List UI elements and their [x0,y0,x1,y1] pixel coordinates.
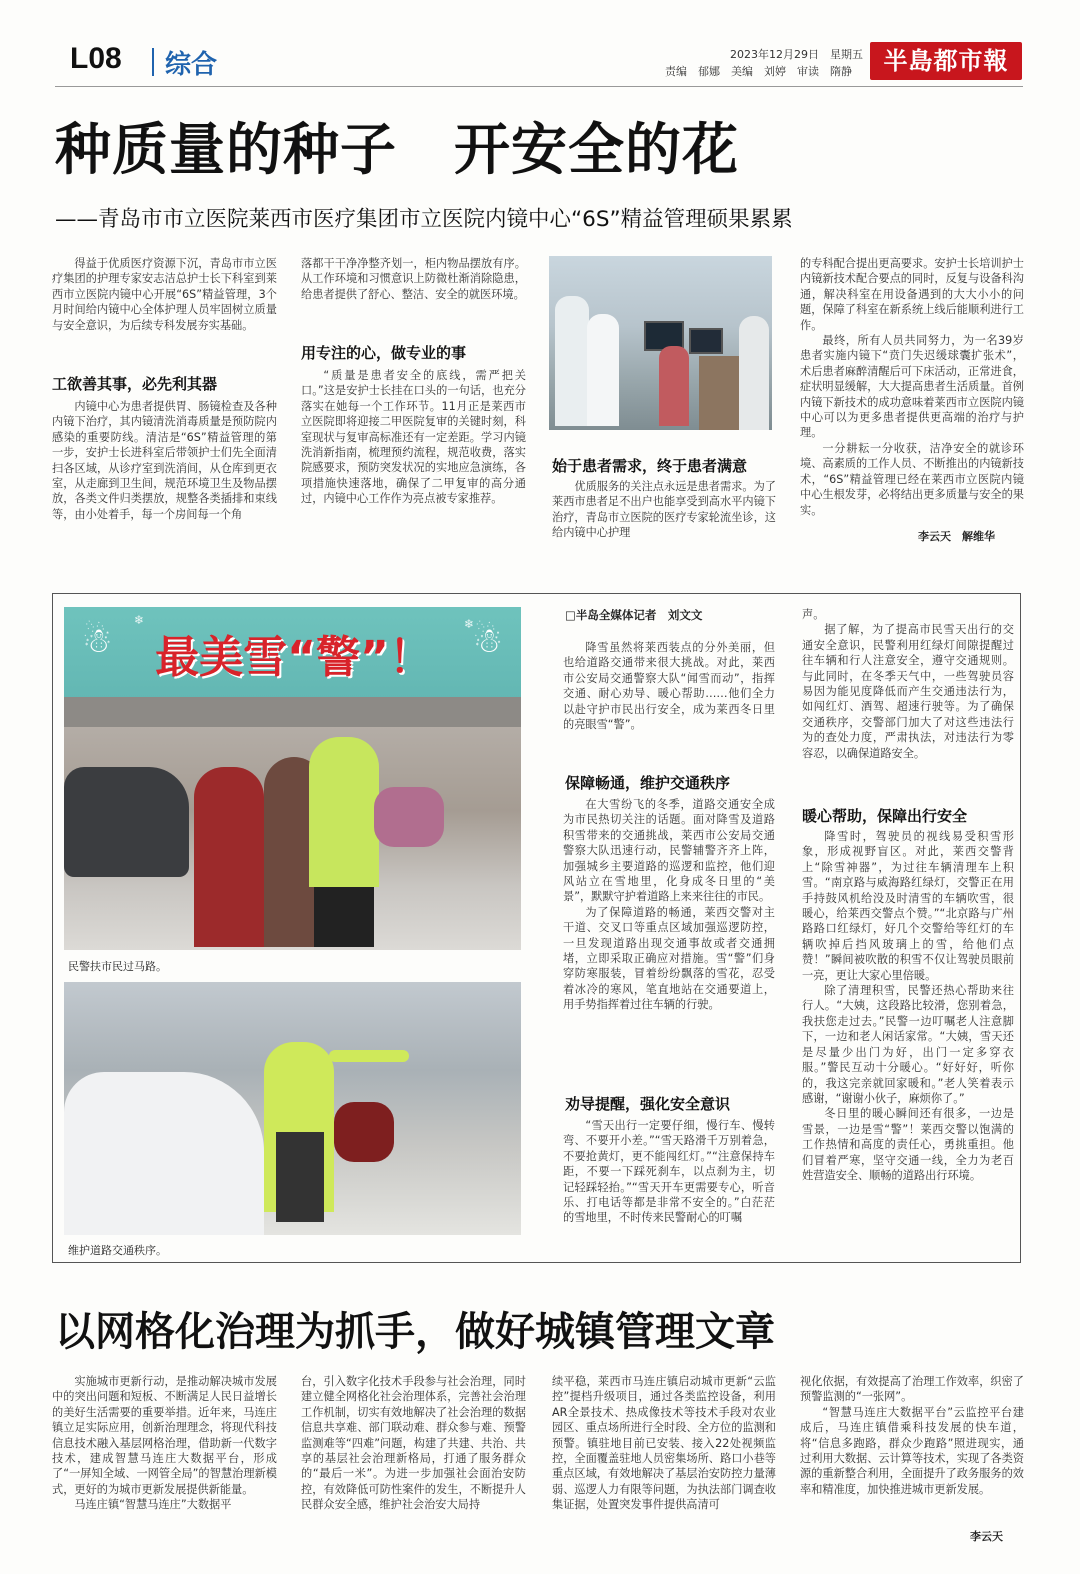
header-rule [55,86,1023,87]
article2-subhead-1: 保障畅通，维护交通秩序 [565,774,731,792]
article3-author: 李云天 [970,1530,1003,1543]
article1-subhead-3: 始于患者需求，终于患者满意 [552,457,748,475]
article1-paragraph: 内镜中心为患者提供胃、肠镜检查及各种内镜下治疗，其内镜清洗消毒质量是预防院内感染的重要防线。清洁是“6S”精益管理的第一步，安护士长进科室后带领护士们先全面清扫各区域，从诊疗室到洗消间，从仓库到更衣室，从走廊到卫生间，规范环境卫生及物品摆放，各类文件归类摆放，规整各类插排和束线等，由小处着手，每一个房间每一个角 [52,400,277,521]
article2-paragraph: “雪天出行一定要仔细，慢行车、慢转弯、不要开小差。”“雪天路滑千万别着急，不要抢黄灯，更不能闯红灯。”“注意保持车距，不要一下踩死刹车，以点刹为主，切记轻踩轻抬。”“雪天开车更需要专心，听音乐、打电话等都是非常不安全的。”白茫茫的雪地里，不时传来民警耐心的叮嘱 [563,1119,775,1225]
article1-paragraph: 最终，所有人员共同努力，为一名39岁患者实施内镜下“贲门失迟缓球囊扩张术”，术后患者麻醉清醒后可下床活动，正常进食，症状明显缓解，大大提高患者生活质量。首例内镜下新技术的成功意味着莱西市立医院内镜中心可以为更多患者提供更高端的治疗与护理。 [800,334,1024,440]
editors-line: 责编 郁娜 美编 刘婷 审读 隋静 [665,65,852,78]
article1-col2 [301,256,526,302]
article1-author: 李云天 解维华 [918,530,995,543]
article2-col4-body [802,829,1014,1183]
article1-subhead-1: 工欲善其事，必先利其器 [52,375,218,393]
article3-paragraph: 实施城市更新行动，是推动解决城市发展中的突出问题和短板、不断满足人民日益增长的美好生活需要的重要举措。近年来，马连庄镇立足实际应用，创新治理理念，将现代科技信息技术融入基层网格治理，借助新一代数字技术，建成智慧马连庄大数据平台，形成了“一屏知全域、一网管全局”的智慧治理新模式，更好的为城市更新发展提供新能量。 [52,1375,277,1496]
article3-title: 以网格化治理为抓手，做好城镇管理文章 [55,1309,775,1355]
article2-paragraph: 降雪时，驾驶员的视线易受积雪形象，形成视野盲区。对此，莱西交警背上“除雪神器”，为过往车辆清理车上积雪。“南京路与威海路红绿灯，交警正在用手持鼓风机给没及时清雪的车辆吹雪，很暖心，给莱西交警点个赞。”“北京路与广州路路口红绿灯，好几个交警给等红灯的车辆吹掉后挡风玻璃上的雪，给他们点赞！”瞬间被吹散的积雪不仅让驾驶员眼前一亮，更让大家心里倍暖。 [802,830,1014,982]
article1-subhead-2: 用专注的心，做专业的事 [301,344,467,362]
article3-paragraph: 视化依据，有效提高了治理工作效率，织密了预警监测的“一张网”。 [800,1375,1024,1404]
article1-title: 种质量的种子 开安全的花 [55,118,739,183]
article3-col3 [552,1374,776,1513]
article2-paragraph: 冬日里的暖心瞬间还有很多，一边是雪景，一边是雪“警”！莱西交警以饱满的工作热情和高度的责任心，勇挑重担。他们冒着严寒，坚守交通一线，全力为老百姓营造安全、顺畅的道路出行环境。 [802,1107,1014,1182]
masthead-text: 半島都市報 [883,46,1009,75]
article3-col2 [301,1374,526,1513]
article1-col3-body [552,479,776,541]
endoscopy-center-photo [549,256,772,430]
traffic-police-directs-photo [64,982,521,1235]
snowman-icon: ☃ [472,621,503,661]
date-line: 2023年12月29日 星期五 [730,48,863,61]
article1-paragraph: 落都干干净净整齐划一，柜内物品摆放有序。从工作环境和习惯意识上防微杜渐消除隐患，给患者提供了舒心、整洁、安全的就医环境。 [301,257,526,301]
article2-paragraph: 降雪虽然将莱西装点的分外美丽，但也给道路交通带来很大挑战。对此，莱西市公安局交通警察大队“闻雪而动”，指挥交通、耐心劝导、暖心帮助……他们全力以赴守护市民出行安全，成为莱西冬日里的亮眼雪“警”。 [563,641,775,732]
article1-paragraph: 的专科配合提出更高要求。安护士长培训护士内镜新技术配合要点的同时，反复与设备科沟通，解决科室在用设备遇到的大大小小的问题，保障了科室在新系统上线后能顺利进行工作。 [800,257,1024,332]
article3-col4 [800,1374,1024,1497]
article2-paragraph: 在大雪纷飞的冬季，道路交通安全成为市民热切关注的话题。面对降雪及道路积雪带来的交通挑战，莱西市公安局交通警察大队迅速行动，民警辅警齐齐上阵，加强城乡主要道路的巡逻和监控，他们迎风站立在雪地里，化身成冬日里的“美景”，默默守护着道路上来来往往的市民。 [563,798,775,904]
police-helps-citizens-photo [64,697,521,950]
article1-paragraph: 优质服务的关注点永远是患者需求。为了莱西市患者足不出户也能享受到高水平内镜下治疗，青岛市立医院的医疗专家轮流坐诊，这给内镜中心护理 [552,480,776,540]
article2-byline: □半岛全媒体记者 刘文文 [565,608,703,622]
article2-col3-body [563,797,775,1013]
article1-col1 [52,256,277,333]
article1-paragraph: “质量是患者安全的底线，需严把关口。”这是安护士长挂在口头的一句话，也充分落实在她每一个工作环节。11月正是莱西市立医院即将迎接二甲医院复审的关键时刻，科室现状与复审高标准还有一定差距。学习内镜洗消新指南，梳理预约流程，规范收费，落实院感要求，预防突发状况的实地应急演练，各项措施快速落地，确保了二甲复审的高分通过，内镜中心工作作为亮点被专家推荐。 [301,369,526,506]
snow-banner [64,607,521,699]
article1-col4 [800,256,1024,518]
page-number: L08 [70,42,122,75]
article2-subhead-3: 暖心帮助，保障出行安全 [802,807,968,825]
article2-paragraph: 除了清理积雪，民警还热心帮助来往行人。“大姨，这段路比较滑，您别着急，我扶您走过去。”民警一边叮嘱老人注意脚下，一边和老人闲话家常。“大姨，雪天还是尽量少出门为好，出门一定多穿衣服。”警民互动十分暖心。“好好好，听你的，我这完亲就回家暖和。”老人笑着表示感谢，“谢谢小伙子，麻烦你了。” [802,984,1014,1105]
article1-intro: 得益于优质医疗资源下沉，青岛市市立医疗集团的护理专家安志洁总护士长下科室到莱西市立医院内镜中心开展“6S”精益管理，3个月时间给内镜中心全体护理人员牢固树立质量与安全意识，为后续专科发展夯实基础。 [52,257,277,332]
header-divider [152,48,154,76]
article2-subhead-2: 劝导提醒，强化安全意识 [565,1095,731,1113]
article3-paragraph: 台，引入数字化技术手段参与社会治理，同时建立健全网格化社会治理体系，完善社会治理工作机制，切实有效地解决了社会治理的数据信息共享难、部门联动难、群众参与难、预警监测难等“四难”问题，构建了共建、共治、共享的基层社会治理新格局，打通了服务群众的“最后一米”。为进一步加强社会面治安防控，有效降低可防性案件的发生，不断提升人民群众安全感，维护社会治安大局持 [301,1375,526,1512]
banner-title: 最美雪“警”！ [155,632,433,683]
article2-col4 [802,607,1014,761]
snowflake-icon: ❄ [134,613,145,627]
article3-paragraph: 续平稳，莱西市马连庄镇启动城市更新“云监控”提档升级项目，通过各类监控设备，利用AR全景技术、热成像技术等技术手段对农业园区、重点场所进行全时段、全方位的监测和预警。镇驻地目前已安装、接入22处视频监控，全面覆盖驻地人员密集场所、路口小巷等重点区域，有效地解决了基层治安防控力量薄弱、巡逻人力有限等问题，为执法部门调查收集证据，处置突发事件提供高清可 [552,1375,776,1512]
section-label: 综合 [165,50,218,80]
article1-paragraph: 一分耕耘一分收获，洁净安全的就诊环境、高素质的工作人员、不断推出的内镜新技术，“6S”精益管理已经在莱西市立医院内镜中心生根发芽，必将结出更多质量与安全的果实。 [800,441,1024,517]
snowman-icon: ☃ [82,621,113,661]
photo-caption-1: 民警扶市民过马路。 [68,960,167,973]
article1-col2-body [301,368,526,507]
article2-paragraph: 为了保障道路的畅通，莱西交警对主干道、交叉口等重点区域加强巡逻防控，一旦发现道路出现交通事故或者交通拥堵，立即采取正确应对措施。雪“警”们身穿防寒服装，冒着纷纷飘落的雪花，忍受着冰冷的寒风，笔直地站在交通要道上，用手势指挥着过往车辆的行驶。 [563,905,775,1012]
article3-paragraph: 马连庄镇“智慧马连庄”大数据平 [74,1498,232,1512]
article2-intro [563,640,775,732]
photo-caption-2: 维护道路交通秩序。 [68,1244,167,1257]
article1-subtitle: ——青岛市市立医院莱西市医疗集团市立医院内镜中心“6S”精益管理硕果累累 [55,207,793,232]
masthead-logo [870,42,1022,80]
article1-col1-body [52,399,277,522]
article3-col1 [52,1374,277,1513]
snowflake-icon: ❄ [464,617,475,631]
article2-paragraph: 声。 [802,608,825,621]
article3-paragraph: “智慧马连庄大数据平台”云监控平台建成后，马连庄镇借乘科技发展的快车道，将“信息多跑路，群众少跑路”照进现实，通过利用大数据、云计算等技术，实现了各类资源的重新整合利用，全面提升了政务服务的效率和精准度，加快推进城市更新发展。 [800,1405,1024,1496]
article2-col3-body-2 [563,1118,775,1226]
article2-paragraph: 据了解，为了提高市民雪天出行的交通安全意识，民警利用红绿灯间隙提醒过往车辆和行人注意安全，遵守交通规则。与此同时，在冬季天气中，一些驾驶员容易因为能见度降低而产生交通违法行为，如闯红灯、酒驾、超速行驶等。为了确保交通秩序，交警部门加大了对这些违法行为的查处力度，严肃执法，对违法行为零容忍，以确保道路安全。 [802,623,1014,760]
